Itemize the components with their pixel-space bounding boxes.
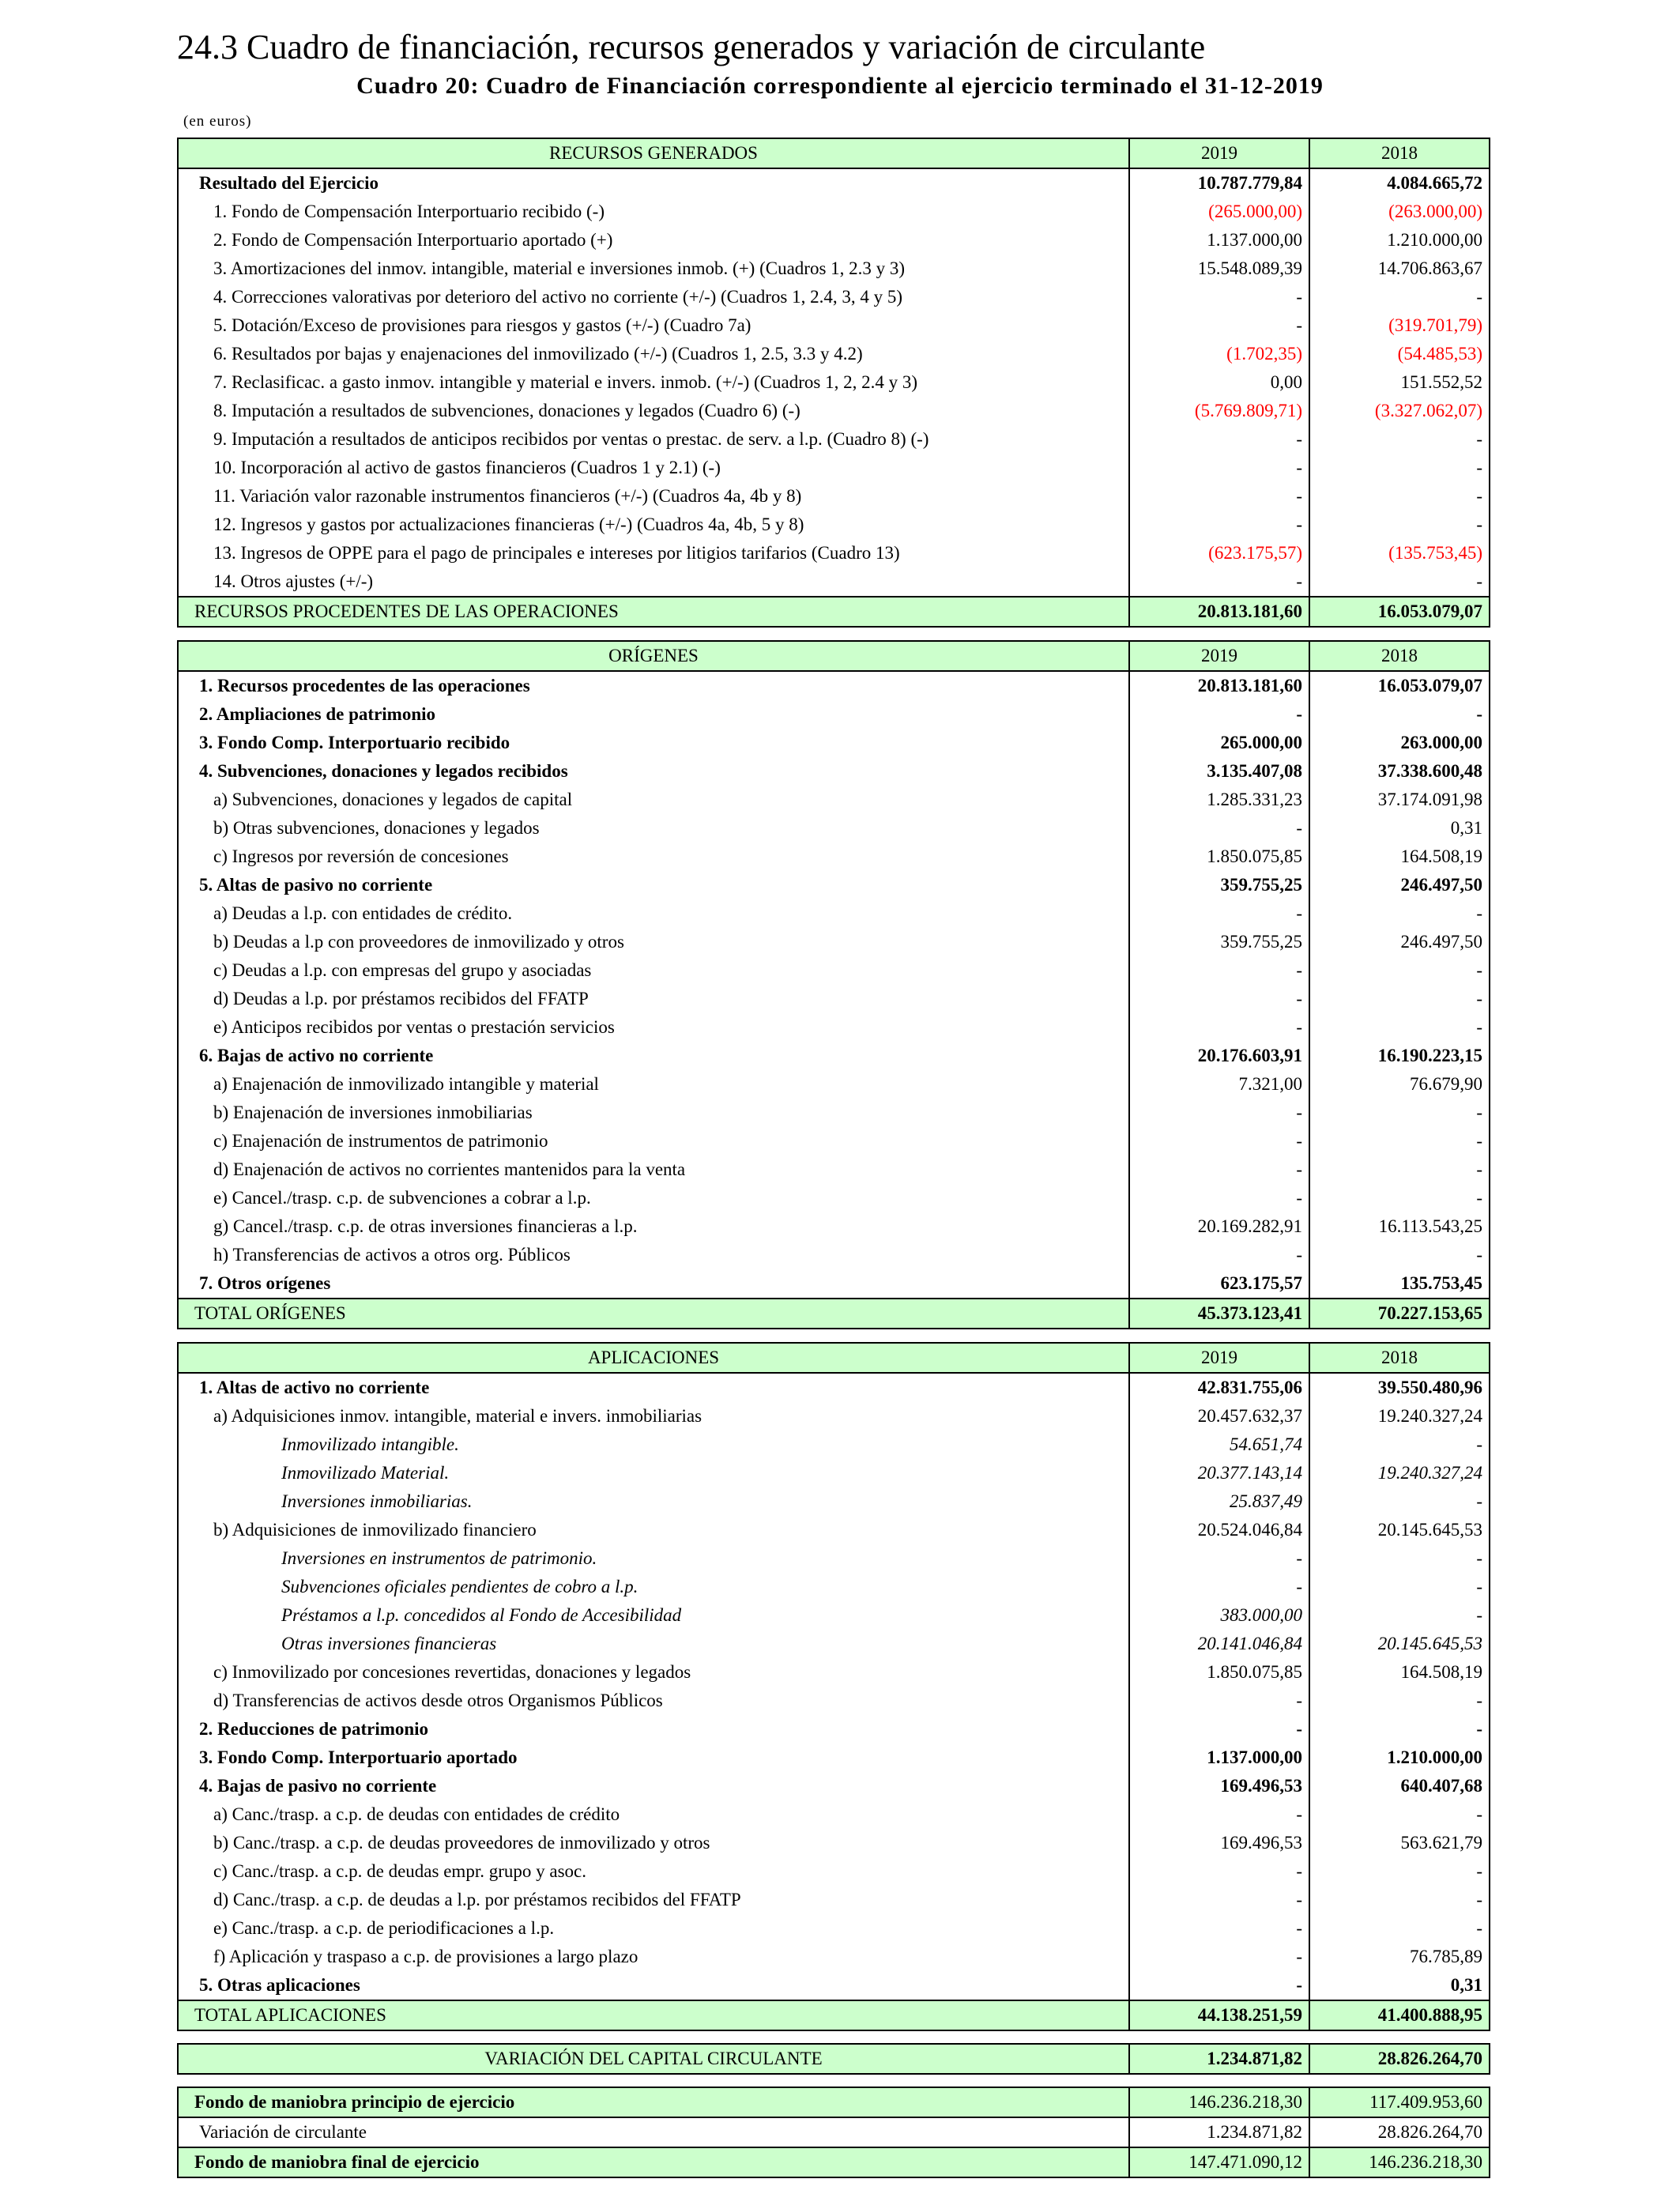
value-2018: -	[1309, 956, 1490, 985]
value-2019: 3.135.407,08	[1129, 757, 1309, 786]
table-row	[178, 1487, 1490, 1516]
value-2018: 164.508,19	[1309, 1658, 1490, 1687]
row-label: c) Deudas a l.p. con empresas del grupo y asociadas	[178, 956, 1129, 985]
aplicaciones-header	[178, 1343, 1490, 1373]
recursos-generados-table	[177, 138, 1490, 628]
variacion-capital-circulante-table	[177, 2043, 1490, 2075]
value-2019: -	[1129, 1800, 1309, 1829]
value-2018: -	[1309, 1544, 1490, 1573]
table-row	[178, 1744, 1490, 1772]
table-row	[178, 226, 1490, 254]
table-row	[178, 198, 1490, 226]
table-row	[178, 1269, 1490, 1299]
row-label: Resultado del Ejercicio	[178, 168, 1129, 198]
total-label: TOTAL ORÍGENES	[178, 1299, 1129, 1329]
table-row	[178, 1857, 1490, 1886]
value-2018: 20.145.645,53	[1309, 1516, 1490, 1544]
table-row	[178, 1658, 1490, 1687]
variacion-label: VARIACIÓN DEL CAPITAL CIRCULANTE	[178, 2044, 1129, 2074]
row-label: 8. Imputación a resultados de subvenciones, donaciones y legados (Cuadro 6) (-)	[178, 397, 1129, 425]
value-2018: 16.053.079,07	[1309, 671, 1490, 700]
value-2019: 1.285.331,23	[1129, 786, 1309, 814]
header-year-2018: 2018	[1309, 1343, 1490, 1373]
value-2019: -	[1129, 1544, 1309, 1573]
value-2018: -	[1309, 1127, 1490, 1155]
value-2018: 16.113.543,25	[1309, 1212, 1490, 1241]
table-row	[178, 871, 1490, 899]
value-2019: -	[1129, 311, 1309, 340]
row-label: c) Canc./trasp. a c.p. de deudas empr. grupo y asoc.	[178, 1857, 1129, 1886]
value-2018: -	[1309, 899, 1490, 928]
value-2019: 20.169.282,91	[1129, 1212, 1309, 1241]
fondo-label: Fondo de maniobra final de ejercicio	[178, 2147, 1129, 2177]
table-row	[178, 814, 1490, 843]
row-label: b) Adquisiciones de inmovilizado financiero	[178, 1516, 1129, 1544]
value-2019: -	[1129, 283, 1309, 311]
row-label: b) Deudas a l.p con proveedores de inmovilizado y otros	[178, 928, 1129, 956]
row-label: 1. Recursos procedentes de las operaciones	[178, 671, 1129, 700]
table-row	[178, 567, 1490, 597]
value-2018: (54.485,53)	[1309, 340, 1490, 368]
row-label: 6. Resultados por bajas y enajenaciones del inmovilizado (+/-) (Cuadros 1, 2.5, 3.3 y 4.2)	[178, 340, 1129, 368]
value-2019: 1.137.000,00	[1129, 226, 1309, 254]
table-row	[178, 1715, 1490, 1744]
value-2019: -	[1129, 1687, 1309, 1715]
table-row	[178, 1127, 1490, 1155]
origenes-header	[178, 641, 1490, 671]
row-label: a) Subvenciones, donaciones y legados de capital	[178, 786, 1129, 814]
value-2018: 151.552,52	[1309, 368, 1490, 397]
value-2019: (265.000,00)	[1129, 198, 1309, 226]
value-2018: 1.210.000,00	[1309, 226, 1490, 254]
variacion-2019: 1.234.871,82	[1129, 2044, 1309, 2074]
value-2019: -	[1129, 1914, 1309, 1943]
row-label: 4. Correcciones valorativas por deterioro del activo no corriente (+/-) (Cuadros 1, 2.4, 3, 4 y 5)	[178, 283, 1129, 311]
row-label: b) Enajenación de inversiones inmobiliarias	[178, 1099, 1129, 1127]
value-2018: 0,31	[1309, 814, 1490, 843]
value-2018: -	[1309, 1601, 1490, 1630]
origenes-table	[177, 640, 1490, 1329]
row-label: a) Deudas a l.p. con entidades de crédito.	[178, 899, 1129, 928]
value-2019: -	[1129, 1013, 1309, 1042]
row-label: 5. Dotación/Exceso de provisiones para riesgos y gastos (+/-) (Cuadro 7a)	[178, 311, 1129, 340]
total-label: TOTAL APLICACIONES	[178, 2000, 1129, 2030]
value-2019: -	[1129, 511, 1309, 539]
table-row	[178, 700, 1490, 729]
table-row	[178, 368, 1490, 397]
value-2018: 76.785,89	[1309, 1943, 1490, 1971]
value-2019: -	[1129, 956, 1309, 985]
value-2019: 20.524.046,84	[1129, 1516, 1309, 1544]
value-2019: -	[1129, 425, 1309, 454]
value-2018: -	[1309, 985, 1490, 1013]
value-2019: 20.377.143,14	[1129, 1459, 1309, 1487]
row-label: 6. Bajas de activo no corriente	[178, 1042, 1129, 1070]
value-2018: 563.621,79	[1309, 1829, 1490, 1857]
row-label: Préstamos a l.p. concedidos al Fondo de Accesibilidad	[178, 1601, 1129, 1630]
value-2018: -	[1309, 425, 1490, 454]
value-2018: 39.550.480,96	[1309, 1373, 1490, 1402]
fondo-2019: 147.471.090,12	[1129, 2147, 1309, 2177]
table-row	[178, 1459, 1490, 1487]
value-2019: -	[1129, 1971, 1309, 2000]
value-2018: 640.407,68	[1309, 1772, 1490, 1800]
table-row	[178, 454, 1490, 482]
row-label: Otras inversiones financieras	[178, 1630, 1129, 1658]
row-label: 9. Imputación a resultados de anticipos recibidos por ventas o prestac. de serv. a l.p. (Cuadro 8) (-)	[178, 425, 1129, 454]
value-2019: 20.176.603,91	[1129, 1042, 1309, 1070]
header-year-2018: 2018	[1309, 641, 1490, 671]
row-label: Inmovilizado intangible.	[178, 1431, 1129, 1459]
row-label: 3. Fondo Comp. Interportuario aportado	[178, 1744, 1129, 1772]
value-2018: 76.679,90	[1309, 1070, 1490, 1099]
table-row	[178, 311, 1490, 340]
value-2018: 19.240.327,24	[1309, 1459, 1490, 1487]
value-2018: 1.210.000,00	[1309, 1744, 1490, 1772]
row-label: 4. Bajas de pasivo no corriente	[178, 1772, 1129, 1800]
table-row	[178, 168, 1490, 198]
total-2018: 16.053.079,07	[1309, 597, 1490, 627]
value-2018: -	[1309, 1800, 1490, 1829]
fondo-row	[178, 2117, 1490, 2147]
value-2019: 54.651,74	[1129, 1431, 1309, 1459]
fondo-maniobra-table	[177, 2087, 1490, 2178]
table-row	[178, 511, 1490, 539]
value-2019: -	[1129, 985, 1309, 1013]
value-2018: 37.174.091,98	[1309, 786, 1490, 814]
table-row	[178, 539, 1490, 567]
fondo-row	[178, 2147, 1490, 2177]
row-label: e) Cancel./trasp. c.p. de subvenciones a cobrar a l.p.	[178, 1184, 1129, 1212]
value-2018: 37.338.600,48	[1309, 757, 1490, 786]
table-row	[178, 729, 1490, 757]
value-2019: -	[1129, 1127, 1309, 1155]
value-2018: -	[1309, 1886, 1490, 1914]
value-2019: 15.548.089,39	[1129, 254, 1309, 283]
total-2018: 41.400.888,95	[1309, 2000, 1490, 2030]
value-2018: 246.497,50	[1309, 928, 1490, 956]
value-2018: -	[1309, 454, 1490, 482]
table-row	[178, 1184, 1490, 1212]
row-label: 4. Subvenciones, donaciones y legados recibidos	[178, 757, 1129, 786]
value-2018: -	[1309, 567, 1490, 597]
table-row	[178, 1013, 1490, 1042]
value-2018: (263.000,00)	[1309, 198, 1490, 226]
fondo-label: Fondo de maniobra principio de ejercicio	[178, 2087, 1129, 2117]
table-row	[178, 482, 1490, 511]
row-label: Inmovilizado Material.	[178, 1459, 1129, 1487]
table-row	[178, 1829, 1490, 1857]
value-2018: -	[1309, 1013, 1490, 1042]
value-2019: 7.321,00	[1129, 1070, 1309, 1099]
row-label: h) Transferencias de activos a otros org. Públicos	[178, 1241, 1129, 1269]
aplicaciones-total-row	[178, 2000, 1490, 2030]
section-title: 24.3 Cuadro de financiación, recursos generados y variación de circulante	[177, 28, 1206, 66]
value-2018: (3.327.062,07)	[1309, 397, 1490, 425]
value-2019: 169.496,53	[1129, 1829, 1309, 1857]
row-label: Inversiones en instrumentos de patrimonio.	[178, 1544, 1129, 1573]
table-row	[178, 397, 1490, 425]
total-2019: 20.813.181,60	[1129, 597, 1309, 627]
row-label: a) Enajenación de inmovilizado intangible y material	[178, 1070, 1129, 1099]
row-label: 13. Ingresos de OPPE para el pago de principales e intereses por litigios tarifarios (Cuadro 13)	[178, 539, 1129, 567]
row-label: 5. Altas de pasivo no corriente	[178, 871, 1129, 899]
value-2018: -	[1309, 283, 1490, 311]
table-row	[178, 1070, 1490, 1099]
table-row	[178, 1516, 1490, 1544]
table-row	[178, 1914, 1490, 1943]
value-2018: 164.508,19	[1309, 843, 1490, 871]
variacion-2018: 28.826.264,70	[1309, 2044, 1490, 2074]
fondo-2018: 146.236.218,30	[1309, 2147, 1490, 2177]
value-2018: -	[1309, 482, 1490, 511]
table-row	[178, 1155, 1490, 1184]
row-label: 11. Variación valor razonable instrumentos financieros (+/-) (Cuadros 4a, 4b y 8)	[178, 482, 1129, 511]
value-2019: 1.850.075,85	[1129, 843, 1309, 871]
value-2018: -	[1309, 1155, 1490, 1184]
header-year-2019: 2019	[1129, 641, 1309, 671]
fondo-2019: 1.234.871,82	[1129, 2117, 1309, 2147]
row-label: c) Enajenación de instrumentos de patrimonio	[178, 1127, 1129, 1155]
table-row	[178, 1687, 1490, 1715]
value-2019: -	[1129, 814, 1309, 843]
table-row	[178, 1943, 1490, 1971]
value-2019: -	[1129, 899, 1309, 928]
row-label: 2. Ampliaciones de patrimonio	[178, 700, 1129, 729]
value-2018: -	[1309, 1487, 1490, 1516]
table-row	[178, 671, 1490, 700]
value-2019: 623.175,57	[1129, 1269, 1309, 1299]
value-2019: 359.755,25	[1129, 928, 1309, 956]
recursos-total-row	[178, 597, 1490, 627]
row-label: 1. Altas de activo no corriente	[178, 1373, 1129, 1402]
value-2018: 16.190.223,15	[1309, 1042, 1490, 1070]
value-2018: -	[1309, 1687, 1490, 1715]
value-2019: 42.831.755,06	[1129, 1373, 1309, 1402]
table-caption: Cuadro 20: Cuadro de Financiación correspondiente al ejercicio terminado el 31-12-2019	[356, 73, 1324, 99]
table-row	[178, 1886, 1490, 1914]
row-label: d) Deudas a l.p. por préstamos recibidos del FFATP	[178, 985, 1129, 1013]
row-label: d) Canc./trasp. a c.p. de deudas a l.p. por préstamos recibidos del FFATP	[178, 1886, 1129, 1914]
row-label: a) Adquisiciones inmov. intangible, material e invers. inmobiliarias	[178, 1402, 1129, 1431]
value-2019: 383.000,00	[1129, 1601, 1309, 1630]
header-year-2019: 2019	[1129, 1343, 1309, 1373]
value-2018: -	[1309, 1857, 1490, 1886]
value-2019: 265.000,00	[1129, 729, 1309, 757]
header-label: ORÍGENES	[178, 641, 1129, 671]
table-row	[178, 899, 1490, 928]
table-row	[178, 786, 1490, 814]
value-2018: 0,31	[1309, 1971, 1490, 2000]
value-2019: 20.457.632,37	[1129, 1402, 1309, 1431]
value-2019: 10.787.779,84	[1129, 168, 1309, 198]
fondo-2019: 146.236.218,30	[1129, 2087, 1309, 2117]
row-label: e) Anticipos recibidos por ventas o prestación servicios	[178, 1013, 1129, 1042]
value-2018: 246.497,50	[1309, 871, 1490, 899]
row-label: 2. Fondo de Compensación Interportuario aportado (+)	[178, 226, 1129, 254]
value-2018: -	[1309, 1099, 1490, 1127]
row-label: d) Transferencias de activos desde otros Organismos Públicos	[178, 1687, 1129, 1715]
value-2019: -	[1129, 1573, 1309, 1601]
row-label: 3. Fondo Comp. Interportuario recibido	[178, 729, 1129, 757]
row-label: 3. Amortizaciones del inmov. intangible, material e inversiones inmob. (+) (Cuadros 1, 2.3 y 3)	[178, 254, 1129, 283]
recursos-header	[178, 138, 1490, 168]
row-label: 1. Fondo de Compensación Interportuario recibido (-)	[178, 198, 1129, 226]
row-label: e) Canc./trasp. a c.p. de periodificaciones a l.p.	[178, 1914, 1129, 1943]
value-2019: -	[1129, 1155, 1309, 1184]
table-row	[178, 340, 1490, 368]
value-2019: 169.496,53	[1129, 1772, 1309, 1800]
value-2019: (5.769.809,71)	[1129, 397, 1309, 425]
header-year-2019: 2019	[1129, 138, 1309, 168]
row-label: a) Canc./trasp. a c.p. de deudas con entidades de crédito	[178, 1800, 1129, 1829]
value-2018: -	[1309, 1184, 1490, 1212]
value-2019: (1.702,35)	[1129, 340, 1309, 368]
table-row	[178, 985, 1490, 1013]
value-2019: -	[1129, 1857, 1309, 1886]
row-label: Subvenciones oficiales pendientes de cobro a l.p.	[178, 1573, 1129, 1601]
value-2019: -	[1129, 1715, 1309, 1744]
table-row	[178, 1630, 1490, 1658]
fondo-2018: 117.409.953,60	[1309, 2087, 1490, 2117]
value-2018: 135.753,45	[1309, 1269, 1490, 1299]
row-label: f) Aplicación y traspaso a c.p. de provisiones a largo plazo	[178, 1943, 1129, 1971]
row-label: 14. Otros ajustes (+/-)	[178, 567, 1129, 597]
table-row	[178, 1431, 1490, 1459]
value-2018: 4.084.665,72	[1309, 168, 1490, 198]
value-2018: -	[1309, 1431, 1490, 1459]
total-2019: 44.138.251,59	[1129, 2000, 1309, 2030]
value-2018: -	[1309, 1241, 1490, 1269]
table-row	[178, 956, 1490, 985]
table-row	[178, 757, 1490, 786]
total-2019: 45.373.123,41	[1129, 1299, 1309, 1329]
row-label: 10. Incorporación al activo de gastos financieros (Cuadros 1 y 2.1) (-)	[178, 454, 1129, 482]
table-row	[178, 928, 1490, 956]
table-row	[178, 1212, 1490, 1241]
value-2019: -	[1129, 454, 1309, 482]
table-row	[178, 1042, 1490, 1070]
fondo-2018: 28.826.264,70	[1309, 2117, 1490, 2147]
total-2018: 70.227.153,65	[1309, 1299, 1490, 1329]
row-label: d) Enajenación de activos no corrientes mantenidos para la venta	[178, 1155, 1129, 1184]
value-2019: -	[1129, 1241, 1309, 1269]
row-label: b) Canc./trasp. a c.p. de deudas proveedores de inmovilizado y otros	[178, 1829, 1129, 1857]
value-2018: -	[1309, 1715, 1490, 1744]
table-row	[178, 1402, 1490, 1431]
origenes-total-row	[178, 1299, 1490, 1329]
fondo-label: Variación de circulante	[178, 2117, 1129, 2147]
row-label: 7. Reclasificac. a gasto inmov. intangible y material e invers. inmob. (+/-) (Cuadros 1, 2, 2.4 y 3)	[178, 368, 1129, 397]
table-row	[178, 254, 1490, 283]
value-2019: -	[1129, 1886, 1309, 1914]
row-label: Inversiones inmobiliarias.	[178, 1487, 1129, 1516]
value-2018: 20.145.645,53	[1309, 1630, 1490, 1658]
units-note: (en euros)	[183, 113, 252, 130]
table-row	[178, 1241, 1490, 1269]
value-2019: -	[1129, 1184, 1309, 1212]
fondo-row	[178, 2087, 1490, 2117]
total-label: RECURSOS PROCEDENTES DE LAS OPERACIONES	[178, 597, 1129, 627]
row-label: b) Otras subvenciones, donaciones y legados	[178, 814, 1129, 843]
table-row	[178, 1601, 1490, 1630]
header-year-2018: 2018	[1309, 138, 1490, 168]
value-2018: -	[1309, 1573, 1490, 1601]
table-row	[178, 1573, 1490, 1601]
value-2019: -	[1129, 700, 1309, 729]
value-2018: 263.000,00	[1309, 729, 1490, 757]
table-row	[178, 283, 1490, 311]
row-label: 5. Otras aplicaciones	[178, 1971, 1129, 2000]
row-label: c) Ingresos por reversión de concesiones	[178, 843, 1129, 871]
value-2019: 25.837,49	[1129, 1487, 1309, 1516]
header-label: RECURSOS GENERADOS	[178, 138, 1129, 168]
table-row	[178, 1971, 1490, 2000]
value-2019: -	[1129, 482, 1309, 511]
row-label: g) Cancel./trasp. c.p. de otras inversiones financieras a l.p.	[178, 1212, 1129, 1241]
row-label: c) Inmovilizado por concesiones revertidas, donaciones y legados	[178, 1658, 1129, 1687]
row-label: 7. Otros orígenes	[178, 1269, 1129, 1299]
row-label: 12. Ingresos y gastos por actualizaciones financieras (+/-) (Cuadros 4a, 4b, 5 y 8)	[178, 511, 1129, 539]
table-row	[178, 425, 1490, 454]
value-2019: 1.137.000,00	[1129, 1744, 1309, 1772]
table-row	[178, 843, 1490, 871]
header-label: APLICACIONES	[178, 1343, 1129, 1373]
value-2019: 1.850.075,85	[1129, 1658, 1309, 1687]
row-label: 2. Reducciones de patrimonio	[178, 1715, 1129, 1744]
value-2019: 359.755,25	[1129, 871, 1309, 899]
aplicaciones-table	[177, 1342, 1490, 2031]
value-2019: 20.141.046,84	[1129, 1630, 1309, 1658]
table-row	[178, 1800, 1490, 1829]
value-2018: -	[1309, 1914, 1490, 1943]
table-row	[178, 1373, 1490, 1402]
value-2019: -	[1129, 1099, 1309, 1127]
value-2018: 14.706.863,67	[1309, 254, 1490, 283]
table-row	[178, 1099, 1490, 1127]
value-2018: (319.701,79)	[1309, 311, 1490, 340]
value-2018: -	[1309, 511, 1490, 539]
value-2019: (623.175,57)	[1129, 539, 1309, 567]
table-row	[178, 1772, 1490, 1800]
value-2019: -	[1129, 1943, 1309, 1971]
value-2018: 19.240.327,24	[1309, 1402, 1490, 1431]
table-row	[178, 1544, 1490, 1573]
variacion-row	[178, 2044, 1490, 2074]
value-2019: -	[1129, 567, 1309, 597]
value-2018: (135.753,45)	[1309, 539, 1490, 567]
value-2019: 0,00	[1129, 368, 1309, 397]
value-2018: -	[1309, 700, 1490, 729]
value-2019: 20.813.181,60	[1129, 671, 1309, 700]
